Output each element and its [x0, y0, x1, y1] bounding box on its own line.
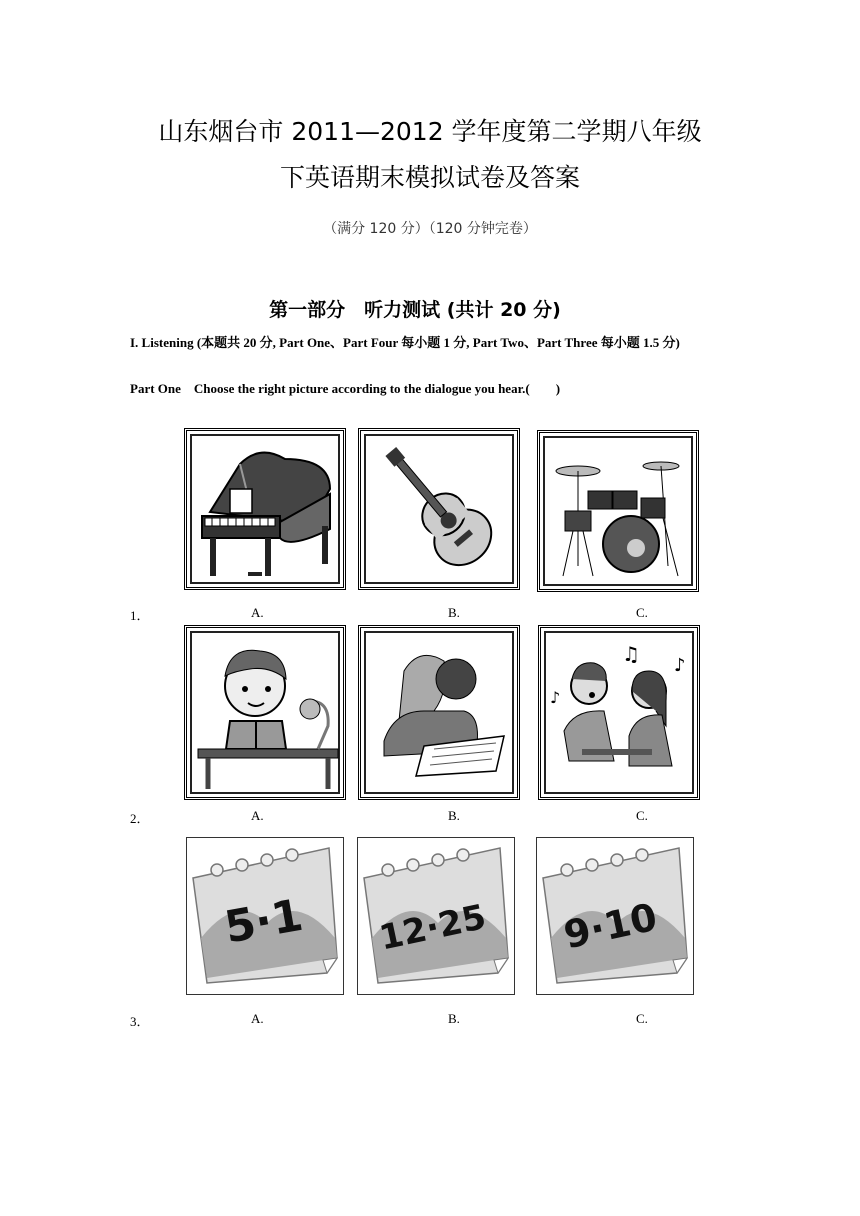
- option-3a-label[interactable]: A.: [251, 1011, 264, 1026]
- page-title-line-1: 山东烟台市 2011—2012 学年度第二学期八年级: [158, 117, 702, 146]
- option-1b-label[interactable]: B.: [448, 605, 460, 620]
- option-1a-label[interactable]: A.: [251, 605, 264, 620]
- option-2a-image[interactable]: [184, 625, 346, 800]
- option-2a-label[interactable]: A.: [251, 808, 264, 823]
- svg-text:♫: ♫: [622, 642, 640, 666]
- option-2c-label[interactable]: C.: [636, 808, 648, 823]
- option-2b-label[interactable]: B.: [448, 808, 460, 823]
- score-time-subtitle: （满分 120 分）（120 分钟完卷）: [323, 221, 537, 237]
- option-3a-image[interactable]: [186, 837, 344, 995]
- question-3-number: 3．: [130, 1014, 150, 1029]
- svg-text:♪: ♪: [674, 655, 686, 676]
- boy-reading-icon: [190, 631, 340, 793]
- calendar-date-text: 12·25: [375, 897, 490, 959]
- option-3b-image[interactable]: [357, 837, 515, 995]
- section-title: 第一部分 听力测试 (共计 20 分): [269, 299, 561, 321]
- calendar-date-text: 5·1: [220, 889, 307, 954]
- question-2-number: 2．: [130, 811, 150, 826]
- option-1c-label[interactable]: C.: [636, 605, 648, 620]
- option-1a-image[interactable]: [184, 428, 346, 590]
- calendar-icon: [358, 838, 514, 994]
- calendar-date-text: 9·10: [559, 894, 661, 958]
- option-3b-label[interactable]: B.: [448, 1011, 460, 1026]
- option-2c-image[interactable]: [538, 625, 700, 800]
- listening-instruction: I. Listening (本题共 20 分, Part One、Part Four 每小题 1 分, Part Two、Part Three 每小题 1.5 分): [130, 335, 680, 350]
- part-one-instruction: Part One Choose the right picture according to the dialogue you hear.( ): [130, 381, 561, 396]
- option-3c-image[interactable]: [536, 837, 694, 995]
- guitar-icon: [364, 434, 514, 584]
- question-1-number: 1．: [130, 608, 150, 623]
- option-3c-label[interactable]: C.: [636, 1011, 648, 1026]
- piano-icon: [190, 434, 340, 584]
- drum-kit-icon: [543, 436, 693, 586]
- calendar-icon: [187, 838, 343, 994]
- studying-together-icon: [364, 631, 514, 793]
- page-title-line-2: 下英语期末模拟试卷及答案: [279, 163, 580, 192]
- calendar-icon: [537, 838, 693, 994]
- singing-icon: [544, 631, 694, 793]
- option-2b-image[interactable]: [358, 625, 520, 800]
- option-1c-image[interactable]: [537, 430, 699, 592]
- svg-text:♪: ♪: [550, 688, 561, 707]
- option-1b-image[interactable]: [358, 428, 520, 590]
